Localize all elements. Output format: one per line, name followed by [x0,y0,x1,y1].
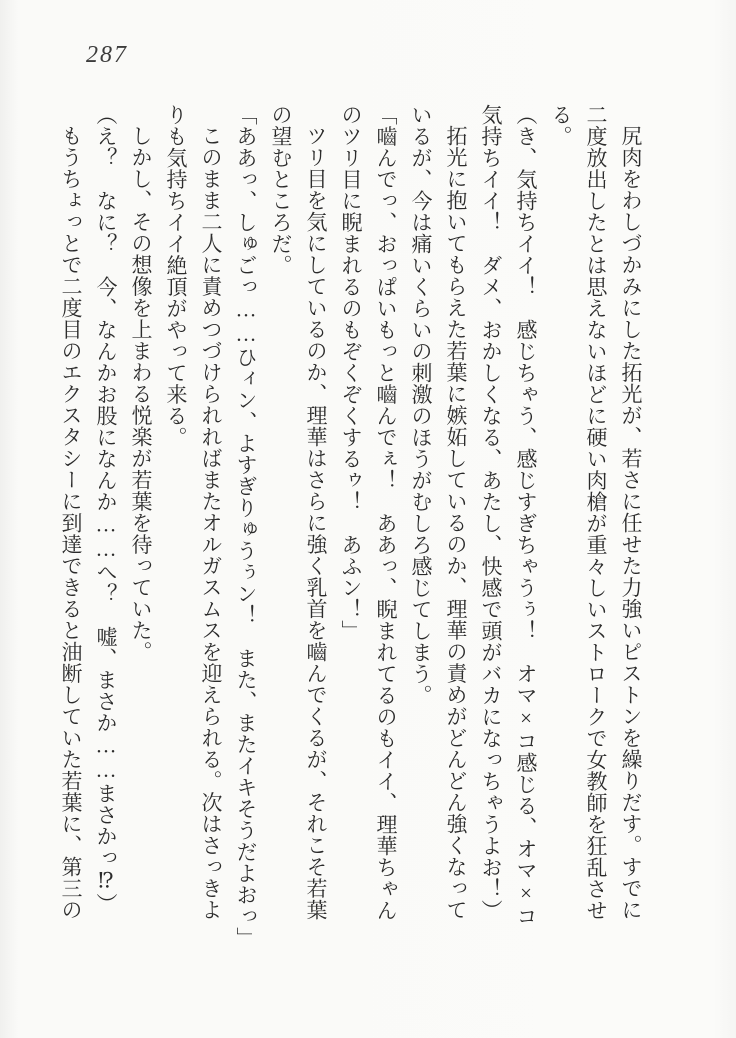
text-line: （き、気持ちイイ！ 感じちゃう、感じすぎちゃうぅ！ オマ×コ感じる、オマ×コ [514,104,538,927]
text-line: 二度放出したとは思えないほどに硬い肉槍が重々しいストロークで女教師を狂乱させ [584,104,608,921]
text-line: 気持ちイイ！ ダメ、おかしくなる、あたし、快感で頭がバカになっちゃうよお！） [479,104,503,921]
text-line: このまま二人に責めつづけられればまたオルガスムスを迎えられる。次はさっきよ [199,125,223,921]
text-line: 尻肉をわしづかみにした拓光が、若さに任せた力強いピストンを繰りだす。すでに [619,125,643,921]
text-line: る。 [549,104,573,147]
text-line: 「ああっ、しゅごっ……ひィン、よすぎりゅうぅン！ また、またイキそうだよおっ」 [234,104,258,949]
page-number: 287 [86,42,128,68]
text-line: の望むところだ。 [269,104,293,276]
text-line: 拓光に抱いてもらえた若葉に嫉妬しているのか、理華の責めがどんどん強くなって [444,125,468,921]
text-line: しかし、その想像を上まわる悦楽が若葉を待っていた。 [129,125,153,663]
text-line: いるが、今は痛いくらいの刺激のほうがむしろ感じてしまう。 [409,104,433,706]
text-line: 「嚙んでっ、おっぱいもっと嚙んでぇ！ ああっ、睨まれてるのもイイ、理華ちゃん [374,104,398,921]
vertical-text-block [53,104,648,958]
text-line: のツリ目に睨まれるのもぞくぞくするゥ！ あふン！」 [339,104,363,642]
text-line: もうちょっとで二度目のエクスタシーに到達できると油断していた若葉に、第三の [59,125,83,921]
text-line: ツリ目を気にしているのか、理華はさらに強く乳首を嚙んでくるが、それこそ若葉 [304,125,328,921]
text-line: （え？ なに？ 今、なんかお股になんか……へ？ 嘘、まさか……まさかっ⁉） [94,104,118,915]
text-line: りも気持ちイイ絶頂がやって来る。 [164,104,188,448]
